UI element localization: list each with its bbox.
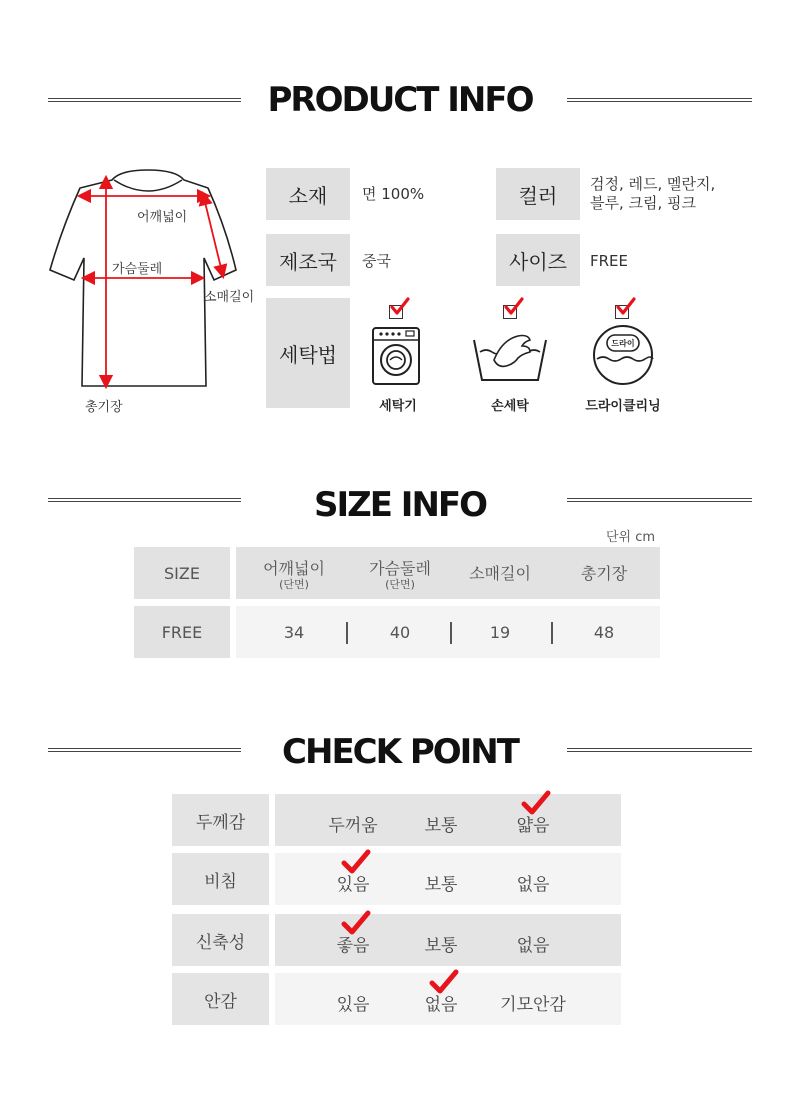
check-option: 보통	[424, 936, 458, 956]
check-option: 없음	[516, 875, 550, 895]
check-icon	[389, 296, 411, 318]
wash-option-label: 드라이클리닝	[585, 399, 661, 414]
origin-label: 제조국	[266, 234, 350, 286]
check-row-label: 두께감	[172, 794, 269, 846]
wash-label: 세탁법	[266, 298, 350, 408]
check-option: 기모안감	[500, 995, 566, 1015]
check-option: 있음	[336, 875, 370, 895]
check-option: 얇음	[516, 816, 550, 836]
diagram-label-shoulder: 어깨넓이	[137, 210, 188, 225]
size-unit: 단위 cm	[606, 530, 656, 545]
size-row-shoulder: 34	[283, 622, 305, 642]
check-row-label: 신축성	[172, 914, 269, 966]
size-row-separator	[346, 622, 348, 644]
check-icon	[521, 790, 551, 816]
dry-clean-badge: 드라이	[611, 339, 635, 348]
size-header-shoulder-label: 어깨넓이	[263, 558, 325, 578]
check-icon	[341, 910, 371, 936]
size-header-shoulder	[246, 551, 342, 595]
size-info-title: SIZE INFO	[313, 485, 487, 525]
size-header-sleeve: 소매길이	[469, 564, 531, 583]
size-header-chest	[352, 551, 448, 595]
size-row-chest: 40	[389, 622, 411, 642]
wash-option-label: 세탁기	[379, 399, 417, 414]
color-value-line1: 검정, 레드, 멜란지,	[590, 175, 716, 193]
size-row-sleeve: 19	[489, 622, 511, 642]
size-row-length: 48	[593, 622, 615, 642]
check-option: 보통	[424, 816, 458, 836]
material-value: 면 100%	[362, 185, 425, 203]
check-option: 보통	[424, 875, 458, 895]
size-header-size: SIZE	[164, 563, 200, 583]
hand-wash-icon	[472, 330, 548, 386]
color-value-line2: 블루, 크림, 핑크	[590, 194, 697, 212]
diagram-label-sleeve: 소매길이	[204, 290, 255, 305]
material-label: 소재	[266, 168, 350, 220]
dry-clean-icon	[591, 323, 655, 387]
check-option: 없음	[516, 936, 550, 956]
size-value: FREE	[590, 252, 629, 270]
check-icon	[615, 296, 637, 318]
product-info-title: PRODUCT INFO	[267, 80, 533, 120]
check-icon	[341, 849, 371, 875]
check-icon	[503, 296, 525, 318]
size-header-shoulder-sub: (단면)	[279, 577, 309, 591]
size-label: 사이즈	[496, 234, 580, 286]
wash-option-label: 손세탁	[491, 399, 529, 414]
check-icon	[429, 969, 459, 995]
diagram-label-chest: 가슴둘레	[112, 262, 163, 277]
size-row-separator	[551, 622, 553, 644]
check-option: 두꺼움	[328, 816, 378, 836]
check-row-label: 비침	[172, 853, 269, 905]
check-option: 있음	[336, 995, 370, 1015]
washing-machine-icon	[371, 326, 421, 386]
check-option: 좋음	[336, 936, 370, 956]
size-header-length: 총기장	[580, 564, 628, 583]
check-row-label: 안감	[172, 973, 269, 1025]
origin-value: 중국	[362, 252, 391, 270]
diagram-label-length: 총기장	[85, 400, 123, 415]
color-label: 컬러	[496, 168, 580, 220]
size-header-chest-label: 가슴둘레	[369, 558, 431, 578]
check-point-title: CHECK POINT	[282, 732, 518, 772]
size-row-size: FREE	[161, 622, 203, 642]
size-header-chest-sub: (단면)	[385, 577, 415, 591]
check-option: 없음	[424, 995, 458, 1015]
